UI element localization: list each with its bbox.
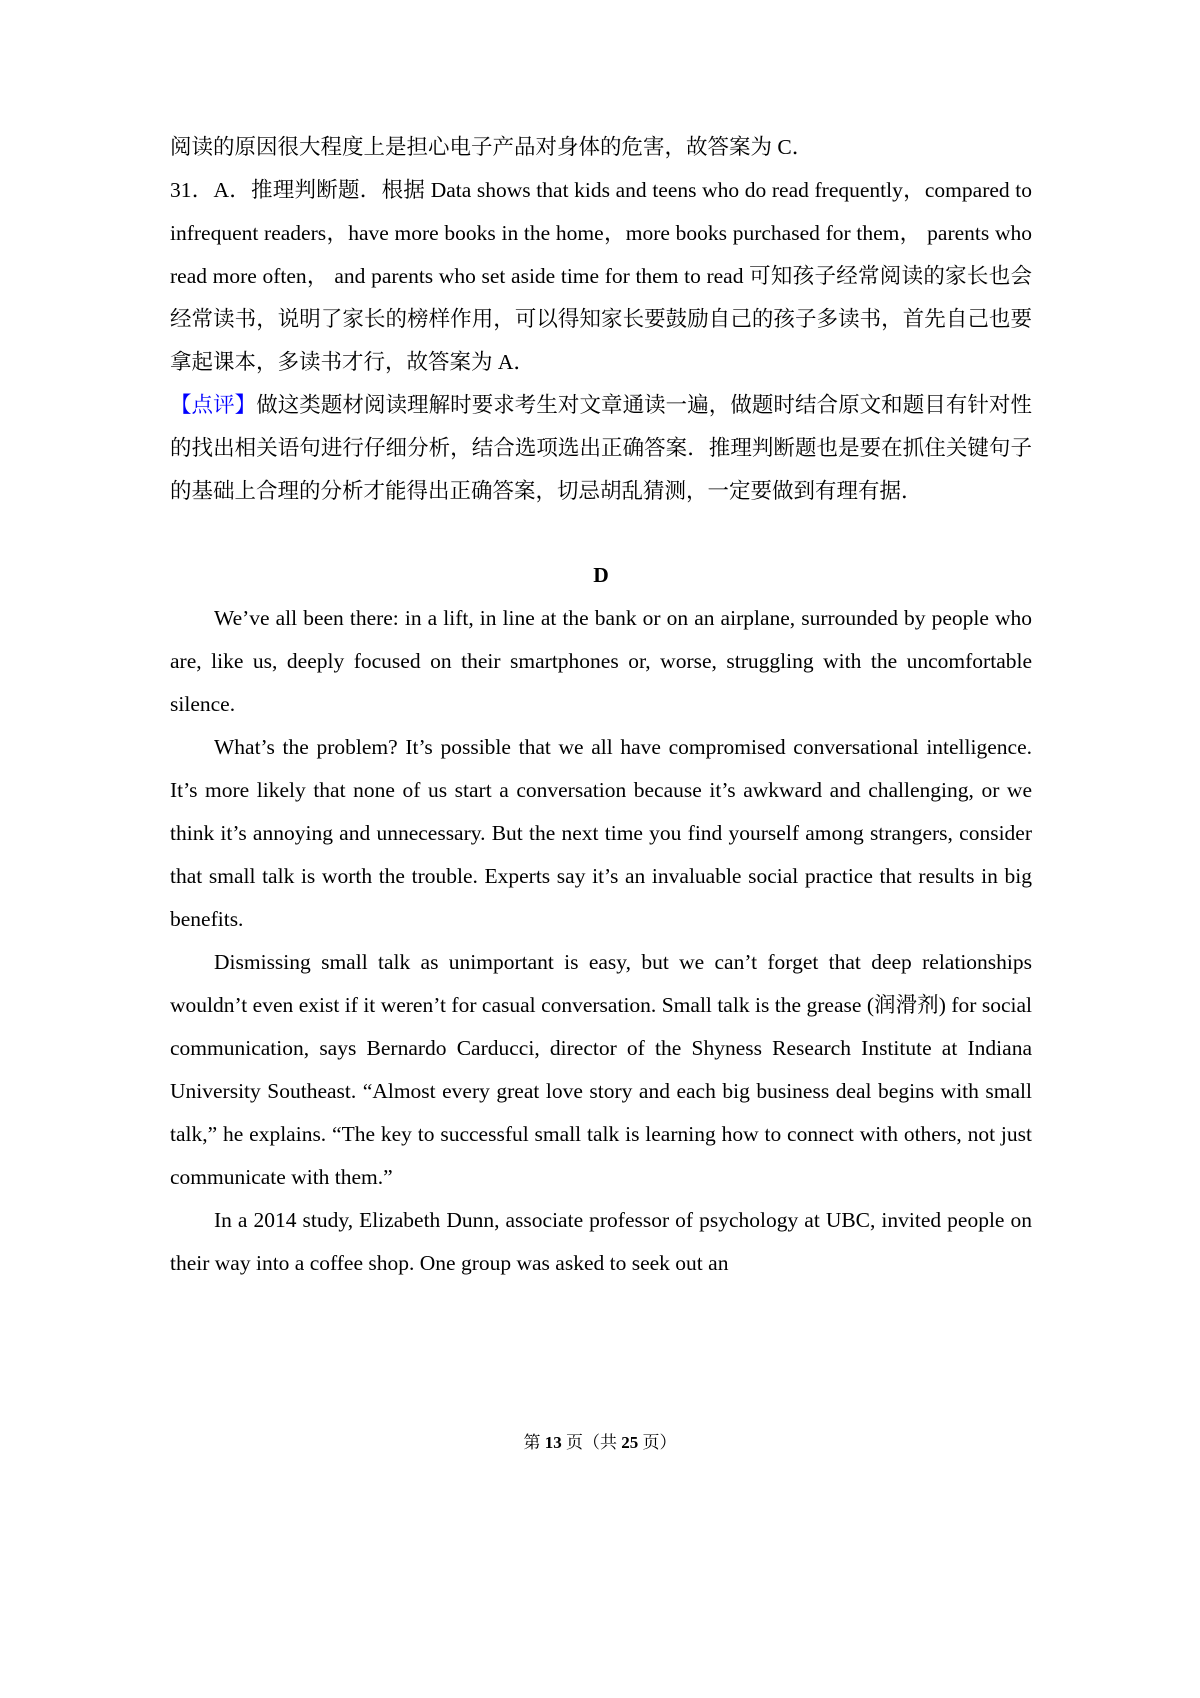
- paragraph: [170, 597, 1032, 726]
- page-footer: [0, 1431, 1200, 1455]
- passage-paragraph-2: What’s the problem? It’s possible that we all have compromised conversational intelligence. It’s more likely that none of us start a conversation because it’s awkward and challenging, or we think it’s annoying and unnecessary. But the next time you find yourself among strangers, consider that small talk is worth the trouble. Experts say it’s an invaluable social practice that results in big benefits.: [170, 735, 1032, 931]
- paragraph: [170, 384, 1032, 513]
- section-heading: [170, 554, 1032, 597]
- passage-paragraph-1: We’ve all been there: in a lift, in line at the bank or on an airplane, surrounded by people who are, like us, deeply focused on their smartphones or, worse, struggling with the uncomfortable silence.: [170, 606, 1032, 716]
- answer-explanation-31: 31．A．推理判断题．根据 Data shows that kids and teens who do read frequently，compared to infrequent readers，have more books in the home，more books purchased for them， parents who read more often， and parents who set aside time for them to read 可知孩子经常阅读的家长也会经常读书，说明了家长的榜样作用，可以得知家长要鼓励自己的孩子多读书，首先自己也要拿起课本，多读书才行，故答案为 A．: [170, 178, 1032, 374]
- passage-paragraph-3: Dismissing small talk as unimportant is easy, but we can’t forget that deep relationships wouldn’t even exist if it weren’t for casual conversation. Small talk is the grease (润滑剂) for social communication, says Bernardo Carducci, director of the Shyness Research Institute at Indiana University Southeast. “Almost every great love story and each big business deal begins with small talk,” he explains. “The key to successful small talk is learning how to connect with others, not just communicate with them.”: [170, 950, 1032, 1189]
- page-content: [170, 126, 1032, 1285]
- passage-label: D: [593, 563, 609, 587]
- footer-text: 页）: [638, 1433, 677, 1452]
- answer-explanation-tail: 阅读的原因很大程度上是担心电子产品对身体的危害，故答案为 C．: [170, 135, 814, 159]
- footer-page-number: 13: [544, 1433, 562, 1452]
- passage-paragraph-4: In a 2014 study, Elizabeth Dunn, associate professor of psychology at UBC, invited people on their way into a coffee shop. One group was asked to seek out an: [170, 1208, 1032, 1275]
- paragraph: [170, 126, 1032, 169]
- footer-text: 第: [523, 1433, 545, 1452]
- paragraph: [170, 1199, 1032, 1285]
- footer-text: 页（共: [561, 1433, 622, 1452]
- comment-label: 【点评】: [170, 393, 257, 417]
- paragraph: [170, 726, 1032, 941]
- paragraph: [170, 941, 1032, 1199]
- paragraph: [170, 169, 1032, 384]
- footer-total-pages: 25: [621, 1433, 639, 1452]
- comment-text: 做这类题材阅读理解时要求考生对文章通读一遍，做题时结合原文和题目有针对性的找出相关语句进行仔细分析，结合选项选出正确答案．推理判断题也是要在抓住关键句子的基础上合理的分析才能得出正确答案，切忌胡乱猜测，一定要做到有理有据．: [170, 393, 1032, 503]
